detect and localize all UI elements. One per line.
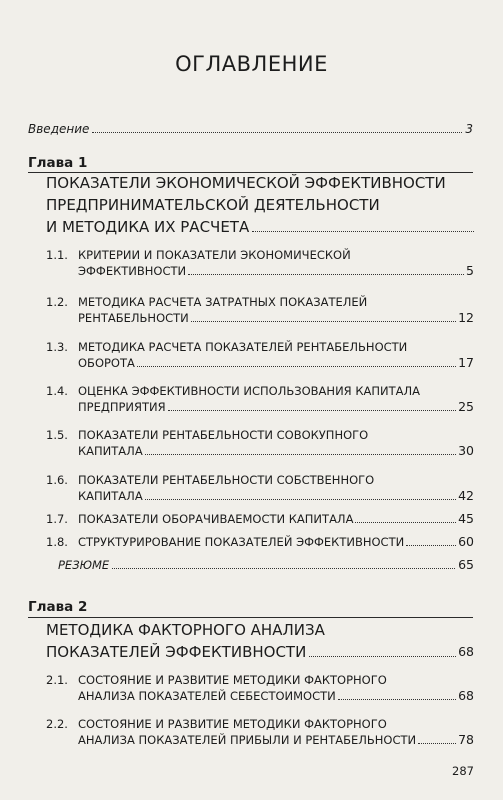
dot-leader [137,366,456,367]
chapter-2-divider [28,617,473,618]
section-title-line: АНАЛИЗА ПОКАЗАТЕЛЕЙ СЕБЕСТОИМОСТИ [78,689,336,703]
page-title: ОГЛАВЛЕНИЕ [175,52,328,76]
chapter-1-label: Глава 1 [28,155,88,171]
summary-page: 65 [458,557,474,572]
section-number: 1.6. [46,473,68,487]
section-title-line: ПРЕДПРИЯТИЯ [78,400,166,414]
section-page: 12 [458,310,474,325]
dot-leader [191,321,456,322]
dot-leader [406,545,456,546]
section-number: 1.3. [46,340,68,354]
section-title-line: ОЦЕНКА ЭФФЕКТИВНОСТИ ИСПОЛЬЗОВАНИЯ КАПИТАЛА [78,384,421,398]
section-page: 45 [458,511,474,526]
intro-page: 3 [465,122,473,136]
section-title-line: РЕНТАБЕЛЬНОСТИ [78,311,189,325]
section-title-line: МЕТОДИКА РАСЧЕТА ПОКАЗАТЕЛЕЙ РЕНТАБЕЛЬНОСТИ [78,340,408,354]
chapter-2-title-line: МЕТОДИКА ФАКТОРНОГО АНАЛИЗА [46,621,325,639]
dot-leader [188,274,464,275]
dot-leader [145,454,456,455]
chapter-2-title-page: 68 [458,644,474,659]
dot-leader [355,522,456,523]
section-page: 68 [458,688,474,703]
chapter-2-title-lastline [46,641,474,663]
section-page: 5 [466,263,474,278]
chapter-2-title [46,619,474,663]
dot-leader [418,743,456,744]
chapter-1-title [46,172,476,238]
section-page: 30 [458,443,474,458]
section-title-line: ОБОРОТА [78,356,135,370]
section-page: 60 [458,534,474,549]
section-number: 1.4. [46,384,68,398]
section-title-line: КАПИТАЛА [78,444,143,458]
section-title-line: СОСТОЯНИЕ И РАЗВИТИЕ МЕТОДИКИ ФАКТОРНОГО [78,717,387,731]
dot-leader [168,410,456,411]
section-title-line: КРИТЕРИИ И ПОКАЗАТЕЛИ ЭКОНОМИЧЕСКОЙ [78,248,351,262]
chapter-1-title-line: И МЕТОДИКА ИХ РАСЧЕТА [46,218,250,236]
section-number: 2.1. [46,673,68,687]
section-number: 2.2. [46,717,68,731]
section-title-line: ЭФФЕКТИВНОСТИ [78,264,187,278]
chapter-2-title-line: ПОКАЗАТЕЛЕЙ ЭФФЕКТИВНОСТИ [46,643,307,661]
dot-leader [112,568,455,569]
section-number: 1.1. [46,248,68,262]
toc-entry-summary [58,557,474,573]
section-number: 1.7. [46,512,68,526]
section-title-line: МЕТОДИКА РАСЧЕТА ЗАТРАТНЫХ ПОКАЗАТЕЛЕЙ [78,295,368,309]
section-title-line: ПОКАЗАТЕЛИ ОБОРАЧИВАЕМОСТИ КАПИТАЛА [78,512,354,526]
dot-leader [338,699,456,700]
dot-leader [252,231,474,232]
section-page: 17 [458,355,474,370]
dot-leader [145,499,456,500]
intro-label: Введение [28,122,90,136]
section-title-line: КАПИТАЛА [78,489,143,503]
dot-leader [92,132,462,133]
section-title-line: СТРУКТУРИРОВАНИЕ ПОКАЗАТЕЛЕЙ ЭФФЕКТИВНОСТИ [78,535,405,549]
section-title-line: ПОКАЗАТЕЛИ РЕНТАБЕЛЬНОСТИ СОБСТВЕННОГО [78,473,375,487]
toc-entry-intro [28,121,473,137]
section-number: 1.5. [46,428,68,442]
chapter-1-title-lastline [46,216,476,238]
section-title-line: СОСТОЯНИЕ И РАЗВИТИЕ МЕТОДИКИ ФАКТОРНОГО [78,673,387,687]
section-page: 42 [458,488,474,503]
section-title-line: АНАЛИЗА ПОКАЗАТЕЛЕЙ ПРИБЫЛИ И РЕНТАБЕЛЬНОСТИ [78,733,417,747]
section-number: 1.8. [46,535,68,549]
summary-label: РЕЗЮМЕ [58,558,110,572]
chapter-2-label: Глава 2 [28,599,88,615]
section-page: 25 [458,399,474,414]
chapter-1-title-line: ПРЕДПРИНИМАТЕЛЬСКОЙ ДЕЯТЕЛЬНОСТИ [46,196,380,214]
section-title-line: ПОКАЗАТЕЛИ РЕНТАБЕЛЬНОСТИ СОВОКУПНОГО [78,428,369,442]
dot-leader [309,656,456,657]
chapter-1-title-line: ПОКАЗАТЕЛИ ЭКОНОМИЧЕСКОЙ ЭФФЕКТИВНОСТИ [46,174,446,192]
page-number: 287 [452,764,474,778]
section-number: 1.2. [46,295,68,309]
section-page: 78 [458,732,474,747]
